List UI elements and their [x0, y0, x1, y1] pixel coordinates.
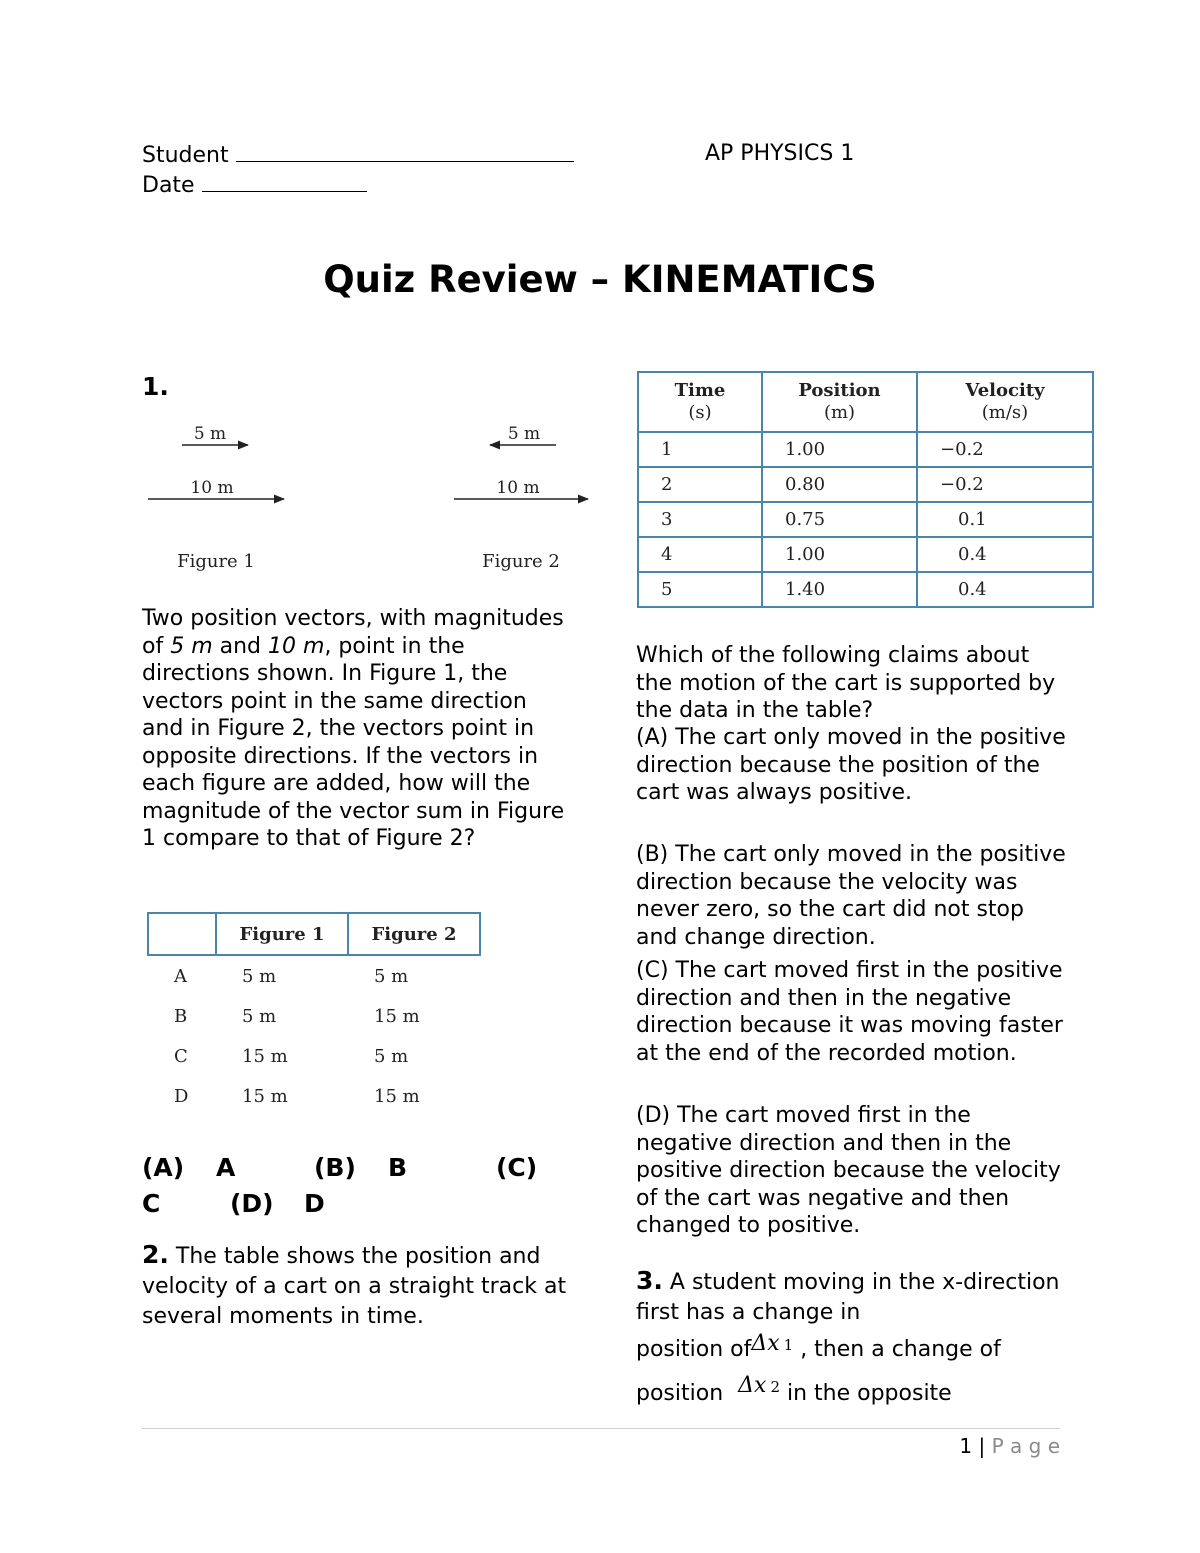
student-label: Student [142, 143, 229, 168]
table-header-row: Time (s) Position (m) Velocity (m/s) [638, 372, 1093, 432]
figure-2 [454, 424, 588, 572]
q1-answer-table [147, 912, 481, 1116]
choice-d-label[interactable]: (D) [230, 1189, 274, 1218]
fig1-caption: Figure 1 [177, 551, 255, 572]
fig2-short-label: 5 m [507, 424, 541, 444]
table-row: 2 0.80 −0.2 [638, 467, 1093, 502]
q1-vector-figures [140, 415, 600, 585]
q3-text-line-2: position ofΔx 1 , then a change of [636, 1331, 1001, 1362]
table-row: 5 1.40 0.4 [638, 572, 1093, 607]
page-title: Quiz Review – KINEMATICS [323, 258, 877, 301]
page-number: 1 [959, 1434, 973, 1458]
table-row: B 5 m 15 m [174, 1005, 420, 1027]
q1-number: 1. [142, 372, 169, 401]
choice-c-label[interactable]: (C) [496, 1153, 538, 1182]
q3-text-line-1: 3. A student moving in the x-direction first has a change in [636, 1266, 1060, 1325]
figure-1 [148, 424, 284, 572]
table-row: A 5 m 5 m [174, 965, 409, 987]
fig2-caption: Figure 2 [482, 551, 560, 572]
fig2-long-label: 10 m [496, 478, 540, 498]
q2-number: 2. [142, 1240, 169, 1269]
q3-text-line-3: position Δx 2 in the opposite [636, 1373, 952, 1406]
choice-a-label[interactable]: (A) [142, 1153, 185, 1182]
q2-intro: 2. The table shows the position and velocity of a cart on a straight track at several moments in time. [142, 1240, 567, 1329]
table-row: 3 0.75 0.1 [638, 502, 1093, 537]
date-label: Date [142, 173, 195, 198]
student-name-blank[interactable] [236, 141, 574, 162]
q2-choice-b[interactable]: (B) The cart only moved in the positive direction because the velocity was never zero, so the cart did not stop and change direction. [636, 842, 1066, 950]
q2-choice-a[interactable]: (A) The cart only moved in the positive direction because the position of the cart was always positive. [636, 725, 1066, 805]
q3-number: 3. [636, 1266, 663, 1295]
q2-choice-d[interactable]: (D) The cart moved first in the negative direction and then in the positive direction because the velocity of the cart was negative and then changed to positive. [636, 1103, 1061, 1238]
choice-b-value: B [388, 1153, 408, 1182]
page-separator: | [978, 1434, 986, 1458]
footer-divider [142, 1428, 1060, 1429]
page-footer [900, 1434, 1060, 1458]
choice-c-value: C [142, 1189, 161, 1218]
student-line [142, 141, 574, 168]
date-line [142, 171, 367, 198]
date-blank[interactable] [202, 171, 367, 192]
fig1-long-label: 10 m [190, 478, 234, 498]
q2-data-table [637, 371, 1094, 608]
table-row: 1 1.00 −0.2 [638, 432, 1093, 467]
q1-text: Two position vectors, with magnitudes of 5 m and 10 m, point in the directions shown. In Figure 1, the vectors point in the same direction and in Figure 2, the vectors point in opposite directions. If the vectors in each figure are added, how will the magnitude of the vector sum in Figure 1 compare to that of Figure 2? [142, 606, 565, 851]
fig1-short-label: 5 m [193, 424, 227, 444]
choice-b-label[interactable]: (B) [314, 1153, 356, 1182]
table-row: C 15 m 5 m [174, 1045, 409, 1067]
delta-x2-symbol: Δx 2 [738, 1373, 780, 1398]
table-row: 4 1.00 0.4 [638, 537, 1093, 572]
delta-x1-symbol: Δx 1 [751, 1331, 794, 1356]
table-row: D 15 m 15 m [174, 1085, 420, 1107]
page-label: P a g e [991, 1434, 1060, 1458]
q2-choice-c[interactable]: (C) The cart moved first in the positive direction and then in the negative direction because it was moving faster at the end of the recorded motion. [636, 958, 1063, 1066]
course-name: AP PHYSICS 1 [705, 141, 855, 166]
choice-d-value: D [304, 1189, 325, 1218]
choice-a-value: A [216, 1153, 236, 1182]
q2-question: Which of the following claims about the motion of the cart is supported by the data in the table? [636, 643, 1056, 723]
table-header-row: Figure 1 Figure 2 [148, 913, 480, 955]
